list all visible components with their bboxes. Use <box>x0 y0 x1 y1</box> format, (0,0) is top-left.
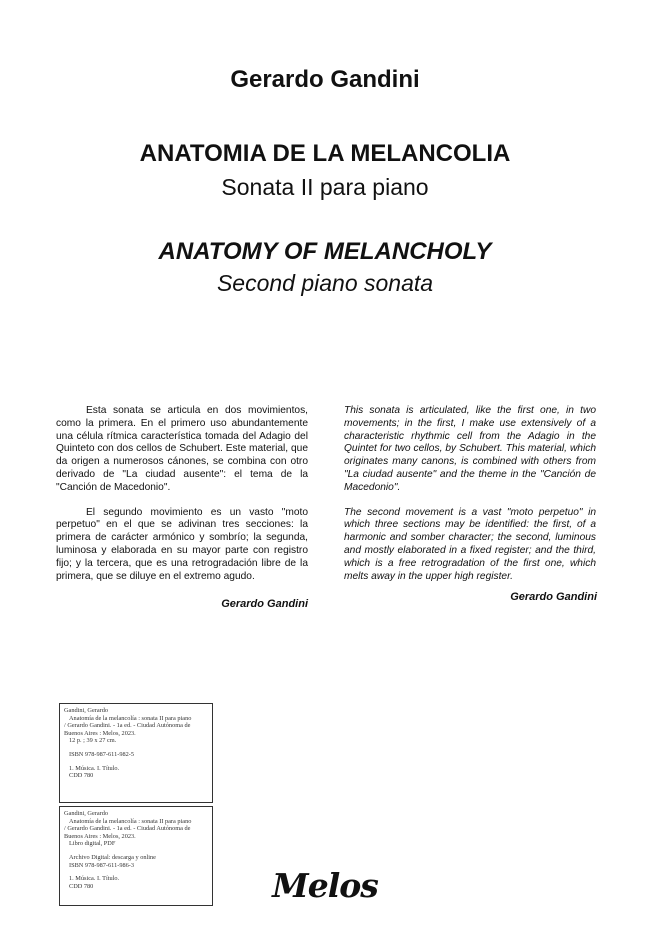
composer-name: Gerardo Gandini <box>230 66 420 93</box>
cip-line: / Gerardo Gandini. - 1a ed. - Ciudad Autónoma de <box>64 722 191 730</box>
cip-isbn: ISBN 978-987-611-986-3 <box>69 861 135 869</box>
cip-line: Anatomía de la melancolía : sonata II para piano <box>69 714 192 722</box>
cip-cdd: CDD 780 <box>69 882 94 890</box>
svg-text:Melos: Melos <box>272 866 378 905</box>
cataloging-record-digital <box>59 806 213 906</box>
cip-line: Buenos Aires : Melos, 2023. <box>64 832 136 840</box>
cataloging-record-print <box>59 703 213 803</box>
notes-english <box>344 405 596 595</box>
subtitle-spanish: Sonata II para piano <box>221 174 429 200</box>
notes-english-paragraph-1: This sonata is articulated, like the first one, in two movements; in the first, I make use extensively of a characteristic rhythmic cell from the Adagio in the Quintet for two cellos, by Schubert. This material, which originates many canons, is combined with others from "La ciudad ausente" and the theme in the "Canción de Macedonio". <box>344 405 596 493</box>
cip-subjects: 1. Música. I. Título. <box>69 764 120 772</box>
melos-logo-icon <box>266 866 384 906</box>
notes-spanish <box>56 405 308 595</box>
notes-english-paragraph-2: The second movement is a vast "moto perpetuo" in which three sections may be identified: the first, of a harmonic and somber character; the second, luminous and mostly elaborated in a fixed register; and the third, which is a free retrogradation of the first one, which melts away in the upper high register. <box>344 506 596 582</box>
notes-spanish-paragraph-2: El segundo movimiento es un vasto "moto perpetuo" en el que se adivinan tres secciones: la primera de carácter armónico y sombrío; la segunda, luminosa y elaborada en su mayor parte con registro fijo; y la tercera, que es una retrogradación libre de la primera, que se diluye en el extremo agudo. <box>56 506 308 582</box>
cip-isbn: ISBN 978-987-611-982-5 <box>69 750 135 758</box>
cip-line: Gandini, Gerardo <box>64 810 109 817</box>
cip-line: 12 p. ; 39 x 27 cm. <box>69 737 117 745</box>
title-spanish: ANATOMIA DE LA MELANCOLIA <box>139 140 511 167</box>
subtitle-english: Second piano sonata <box>216 270 434 296</box>
cip-line: Buenos Aires : Melos, 2023. <box>64 729 136 737</box>
cip-line: / Gerardo Gandini. - 1a ed. - Ciudad Autónoma de <box>64 825 191 833</box>
cip-line: Anatomía de la melancolía : sonata II para piano <box>69 817 192 825</box>
signature-english: Gerardo Gandini <box>510 591 597 603</box>
cip-line: Libro digital, PDF <box>69 840 116 848</box>
title-english: ANATOMY OF MELANCHOLY <box>158 238 492 265</box>
cip-subjects: 1. Música. I. Título. <box>69 875 120 883</box>
signature-spanish: Gerardo Gandini <box>221 598 308 610</box>
cip-archive: Archivo Digital: descarga y online <box>69 853 156 861</box>
publisher-logo <box>266 866 384 906</box>
cip-line: Gandini, Gerardo <box>64 707 109 714</box>
cip-cdd: CDD 780 <box>69 772 94 780</box>
notes-spanish-paragraph-1: Esta sonata se articula en dos movimientos, como la primera. En el primero uso abundantemente una célula rítmica característica tomada del Adagio del Quinteto con dos cellos de Schubert. Este material, que da origen a numerosos cánones, se combina con otro derivado de "La ciudad ausente": el tema de la "Canción de Macedonio". <box>56 405 308 493</box>
